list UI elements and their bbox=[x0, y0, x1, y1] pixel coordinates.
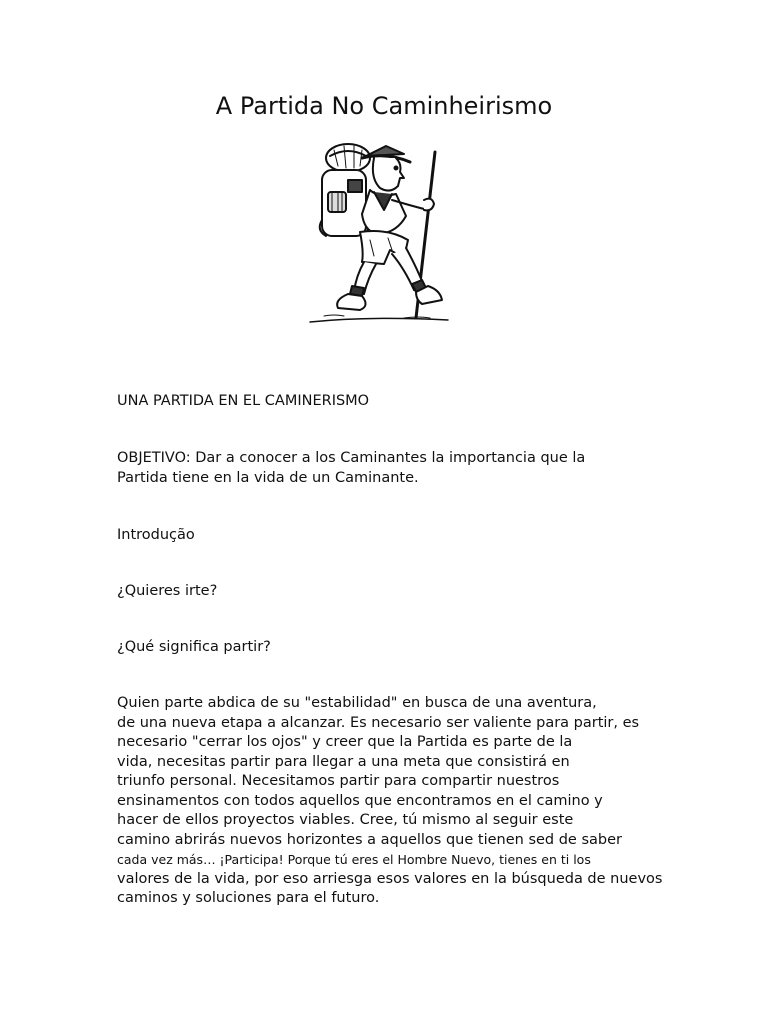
body-line: triunfo personal. Necesitamos partir para compartir nuestros bbox=[117, 773, 560, 789]
body-line: ensinamentos con todos aquellos que encontramos en el camino y bbox=[117, 792, 603, 809]
objective-paragraph bbox=[117, 449, 657, 488]
hiking-scout-icon bbox=[304, 136, 454, 328]
objective-line: OBJETIVO: Dar a conocer a los Caminantes la importancia que la bbox=[117, 450, 586, 466]
body-line: camino abrirás nuevos horizontes a aquellos que tienen sed de saber bbox=[117, 831, 622, 848]
intro-heading: Introdução bbox=[117, 527, 195, 543]
body-line: de una nueva etapa a alcanzar. Es necesario ser valiente para partir, es bbox=[117, 714, 640, 731]
body-paragraph bbox=[117, 694, 663, 909]
body-line: caminos y soluciones para el futuro. bbox=[117, 890, 380, 906]
body-line: vida, necesitas partir para llegar a una meta que consistirá en bbox=[117, 753, 570, 770]
objective-line: Partida tiene en la vida de un Caminante. bbox=[117, 469, 419, 486]
body-line: hacer de ellos proyectos viables. Cree, tú mismo al seguir este bbox=[117, 812, 574, 828]
page-title: A Partida No Caminheirismo bbox=[215, 92, 553, 120]
body-line: necesario "cerrar los ojos" y creer que la Partida es parte de la bbox=[117, 734, 573, 750]
body-line: valores de la vida, por eso arriesga esos valores en la búsqueda de nuevos bbox=[117, 870, 663, 887]
body-line: Quien parte abdica de su "estabilidad" en busca de una aventura, bbox=[117, 695, 597, 711]
question-que-significa: ¿Qué significa partir? bbox=[117, 639, 271, 655]
section-heading: UNA PARTIDA EN EL CAMINERISMO bbox=[117, 393, 370, 409]
body-line: cada vez más… ¡Participa! Porque tú eres el Hombre Nuevo, tienes en ti los bbox=[117, 852, 591, 867]
question-quieres: ¿Quieres irte? bbox=[117, 583, 218, 599]
